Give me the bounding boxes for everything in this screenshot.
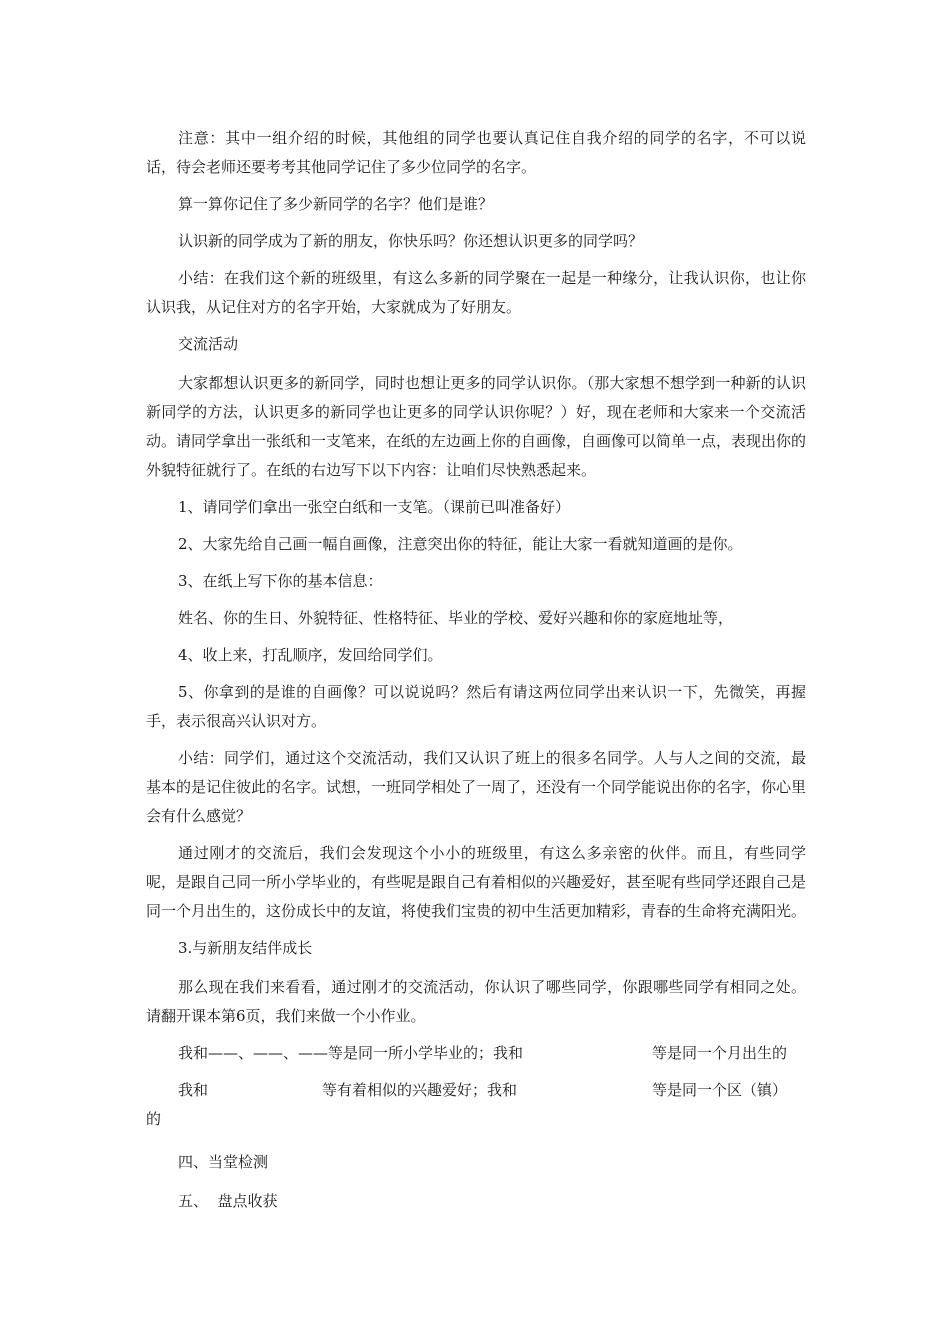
step-1: 1、请同学们拿出一张空白纸和一支笔。（课前已叫准备好） bbox=[178, 498, 571, 516]
section-heading-exchange: 交流活动 bbox=[178, 335, 239, 353]
fill-line-1-part-b: 等是同一个月出生的 bbox=[652, 1044, 788, 1062]
paragraph-exchange-intro: 大家都想认识更多的新同学，同时也想让更多的同学认识你。（那大家想不想学到一种新的认识新同学的方法，认识更多的新同学也让更多的同学认识你呢？）好，现在老师和大家来一个交流活动。请同学拿出一张纸和一支笔来，在纸的左边画上你的自画像，自画像可以简单一点，表现出你的外貌特征就行了。在纸的右边写下以下内容：让咱们尽快熟悉起来。 bbox=[146, 374, 807, 479]
fill-in-line-1 bbox=[146, 1039, 806, 1068]
step-2: 2、大家先给自己画一幅自画像，注意突出你的特征，能让大家一看就知道画的是你。 bbox=[178, 535, 743, 553]
step-4: 4、收上来，打乱顺序，发回给同学们。 bbox=[178, 646, 443, 664]
fill-in-line-2 bbox=[146, 1076, 806, 1134]
paragraph-count-names: 算一算你记住了多少新同学的名字？他们是谁？ bbox=[178, 195, 494, 213]
section-heading-review: 五、 盘点收获 bbox=[178, 1192, 278, 1210]
section-heading-classroom-test: 四、当堂检测 bbox=[178, 1153, 269, 1171]
section-heading-grow-together: 3.与新朋友结伴成长 bbox=[178, 939, 313, 957]
fill-line-2-part-d: 的 bbox=[146, 1110, 162, 1128]
paragraph-summary-1: 小结：在我们这个新的班级里，有这么多新的同学聚在一起是一种缘分，让我认识你，也让你认识我，从记住对方的名字开始，大家就成为了好朋友。 bbox=[146, 269, 806, 316]
document-page bbox=[146, 124, 806, 1226]
fill-line-1-part-a: 我和——、——、——等是同一所小学毕业的；我和 bbox=[178, 1044, 524, 1062]
paragraph-reflection: 通过刚才的交流后，我们会发现这个小小的班级里，有这么多亲密的伙伴。而且，有些同学呢，是跟自己同一所小学毕业的，有些呢是跟自己有着相似的兴趣爱好，甚至呢有些同学还跟自己是同一个月出生的，这份成长中的友谊，将使我们宝贵的初中生活更加精彩，青春的生命将充满阳光。 bbox=[146, 844, 807, 920]
step-3-details: 姓名、你的生日、外貌特征、性格特征、毕业的学校、爱好兴趣和你的家庭地址等， bbox=[178, 609, 734, 627]
paragraph-homework-intro: 那么现在我们来看看，通过刚才的交流活动，你认识了哪些同学，你跟哪些同学有相同之处。请翻开课本第6页，我们来做一个小作业。 bbox=[146, 978, 806, 1025]
step-5: 5、你拿到的是谁的自画像？可以说说吗？然后有请这两位同学出来认识一下，先微笑，再握手，表示很高兴认识对方。 bbox=[146, 683, 806, 730]
fill-line-2-part-a: 我和 bbox=[178, 1081, 209, 1099]
paragraph-summary-2: 小结：同学们，通过这个交流活动，我们又认识了班上的很多名同学。人与人之间的交流，最基本的是记住彼此的名字。试想，一班同学相处了一周了，还没有一个同学能说出你的名字，你心里会有什么感觉？ bbox=[146, 749, 807, 825]
fill-line-2-part-b: 等有着相似的兴趣爱好；我和 bbox=[322, 1081, 518, 1099]
paragraph-note: 注意：其中一组介绍的时候，其他组的同学也要认真记住自我介绍的同学的名字，不可以说话，待会老师还要考考其他同学记住了多少位同学的名字。 bbox=[146, 129, 806, 176]
fill-line-2-part-c: 等是同一个区（镇） bbox=[652, 1081, 788, 1099]
paragraph-new-friends: 认识新的同学成为了新的朋友，你快乐吗？你还想认识更多的同学吗？ bbox=[178, 232, 644, 250]
step-3: 3、在纸上写下你的基本信息： bbox=[178, 572, 383, 590]
